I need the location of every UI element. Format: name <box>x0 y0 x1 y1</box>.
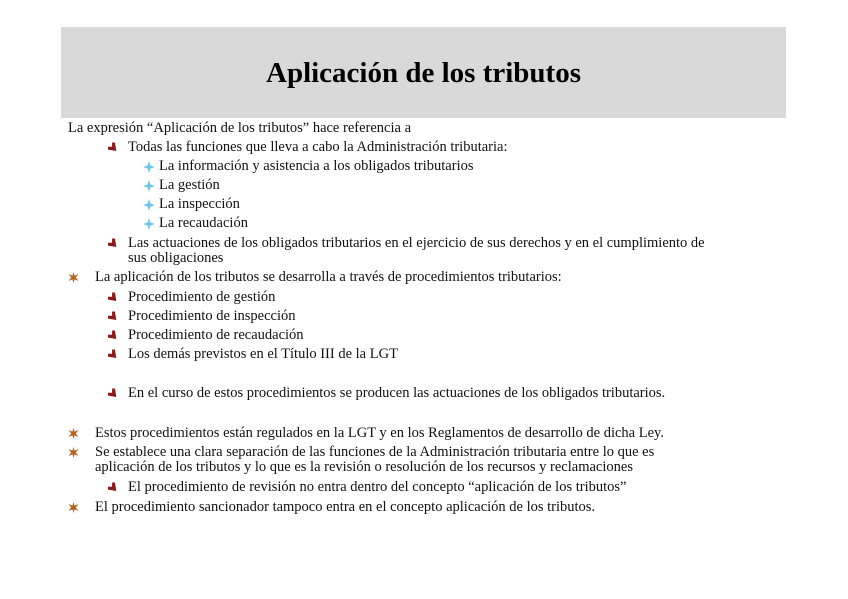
list-item: La aplicación de los tributos se desarrolla a través de procedimientos tributarios: <box>95 269 562 285</box>
arrow-bullet-icon <box>108 482 119 493</box>
list-item: La inspección <box>159 196 240 212</box>
arrow-bullet-icon <box>108 292 119 303</box>
list-item: En el curso de estos procedimientos se producen las actuaciones de los obligados tributarios. <box>128 385 666 401</box>
star-bullet-icon <box>68 428 79 439</box>
arrow-bullet-icon <box>108 311 119 322</box>
arrow-bullet-icon <box>108 330 119 341</box>
list-item: Se establece una clara separación de las funciones de la Administración tributaria entre lo que es <box>95 444 655 460</box>
list-item: El procedimiento sancionador tampoco entra en el concepto aplicación de los tributos. <box>95 499 596 515</box>
slide-title: Aplicación de los tributos <box>266 57 581 89</box>
diamond-bullet-icon <box>143 218 155 230</box>
star-bullet-icon <box>68 502 79 513</box>
list-item: Todas las funciones que lleva a cabo la Administración tributaria: <box>128 139 508 155</box>
list-item: Estos procedimientos están regulados en la LGT y en los Reglamentos de desarrollo de dicha Ley. <box>95 425 664 441</box>
arrow-bullet-icon <box>108 238 119 249</box>
diamond-bullet-icon <box>143 199 155 211</box>
list-item: Procedimiento de inspección <box>128 308 296 324</box>
list-item: La recaudación <box>159 215 248 231</box>
star-bullet-icon <box>68 272 79 283</box>
list-item: La información y asistencia a los obligados tributarios <box>159 158 474 174</box>
list-item: Procedimiento de recaudación <box>128 327 304 343</box>
list-item: Las actuaciones de los obligados tributarios en el ejercicio de sus derechos y en el cumplimiento de <box>128 235 705 251</box>
list-item: El procedimiento de revisión no entra dentro del concepto “aplicación de los tributos” <box>128 479 627 495</box>
list-item-continuation: aplicación de los tributos y lo que es la revisión o resolución de los recursos y reclamaciones <box>95 459 633 475</box>
list-item: La gestión <box>159 177 220 193</box>
title-band <box>61 27 786 118</box>
list-item: Los demás previstos en el Título III de la LGT <box>128 346 398 362</box>
arrow-bullet-icon <box>108 349 119 360</box>
list-item: Procedimiento de gestión <box>128 289 276 305</box>
star-bullet-icon <box>68 447 79 458</box>
diamond-bullet-icon <box>143 161 155 173</box>
list-item-continuation: sus obligaciones <box>128 250 224 266</box>
intro-text: La expresión “Aplicación de los tributos” hace referencia a <box>68 120 412 136</box>
diamond-bullet-icon <box>143 180 155 192</box>
arrow-bullet-icon <box>108 142 119 153</box>
arrow-bullet-icon <box>108 388 119 399</box>
